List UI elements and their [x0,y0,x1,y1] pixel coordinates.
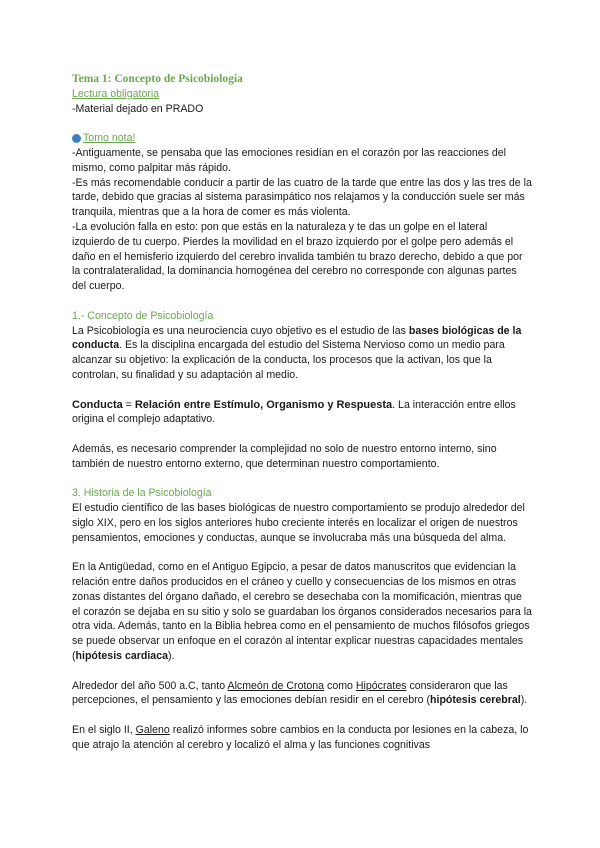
section3-heading: 3. Historia de la Psicobiología [72,487,212,500]
section1-paragraph-3: Además, es necesario comprender la complejidad no solo de nuestro entorno interno, sino también de nuestro entorno externo, que determinan nuestro comportamiento. [72,442,497,470]
note-line-3: -La evolución falla en esto: pon que estás en la naturaleza y te das un golpe en el lateral izquierdo de tu cuerpo. Pierdes la movilidad en el brazo izquierdo por el golpe pero además el daño en el hemisferio izquierdo del cerebro invalida también tu brazo derecho, debido a que por la contralateralidad, la dominancia homogénea del cerebro no corresponde con algunas partes del cuerpo. [72,220,523,293]
page-title: Tema 1: Concepto de Psicobiología [72,73,243,85]
section3-paragraph-1: El estudio científico de las bases biológicas de nuestro comportamiento se produjo alrededor del siglo XIX, pero en los siglos anteriores hubo creciente interés en localizar el origen de nuestros pensamientos, emociones y conductas, aunque se involucraba más una búsqueda del alma. [72,502,525,544]
section1-paragraph-2: Conducta = Relación entre Estímulo, Organismo y Respuesta. La interacción entre ellos origina el complejo adaptativo. [72,398,516,426]
note-label[interactable]: Tomo nota! [83,132,136,145]
note-header [72,131,532,146]
section3-paragraph-3: Alrededor del año 500 a.C, tanto Alcmeón de Crotona como Hipócrates consideraron que las percepciones, el pensamiento y las emociones debían residir en el cerebro (hipótesis cerebral). [72,679,528,707]
alcmeon-link[interactable]: Alcmeón de Crotona [227,679,325,692]
note-line-2: -Es más recomendable conducir a partir de las cuatro de la tarde que entre las dos y las tres de la tarde, debido que gracias al sistema parasimpático nos relajamos y la conducción suele ser más tranquila, mientras que a la hora de comer es más violenta. [72,176,532,219]
section3-paragraph-4: En el siglo II, Galeno realizó informes sobre cambios en la conducta por lesiones en la cabeza, lo que atrajo la atención al cerebro y localizó el alma y las funciones cognitivas [72,724,529,751]
hipocrates-link[interactable]: Hipócrates [355,679,407,692]
speech-bubble-icon [72,134,81,143]
material-line: -Material dejado en PRADO [72,102,204,115]
section1-paragraph-1: La Psicobiología es una neurociencia cuyo objetivo es el estudio de las bases biológicas de la conducta. Es la disciplina encargada del estudio del Sistema Nervioso como un medio para alcanzar su objetivo: la explicación de la conducta, los procesos que la activan, los que la controlan, su finalidad y su adaptación al medio. [72,324,522,381]
document-page [72,72,532,753]
reading-link[interactable]: Lectura obligatoria [72,87,160,100]
note-line-1: -Antiguamente, se pensaba que las emociones residían en el corazón por las reacciones del mismo, como palpitar más rápido. [72,146,507,174]
galeno-link[interactable]: Galeno [135,724,170,737]
section1-heading: 1.- Concepto de Psicobiología [72,309,214,322]
section3-paragraph-2: En la Antigüedad, como en el Antiguo Egipcio, a pesar de datos manuscritos que evidencian la relación entre daños producidos en el cráneo y cuello y consecuencias de los mismos en otras zonas distantes del órgano dañado, el cerebro se desechaba con la momificación, mientras que el corazón se dejaba en su sitio y solo se guardaban los órganos considerados necesarios para la otra vida. Además, tanto en la Biblia hebrea como en el pensamiento de muchos filósofos griegos se puede observar un enfoque en el corazón al intentar explicar nuestras capacidades mentales (hipótesis cardiaca). [72,561,532,663]
